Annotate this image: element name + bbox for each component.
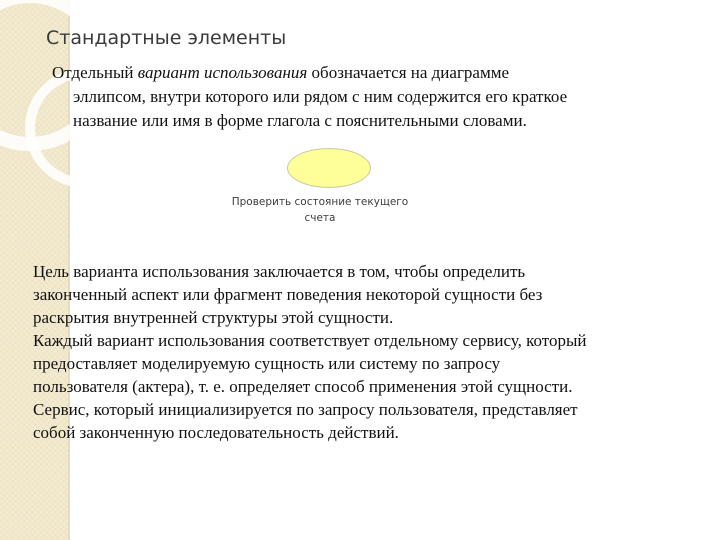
intro-suffix: обозначается на диаграмме bbox=[307, 63, 510, 82]
intro-line-2: эллипсом, внутри которого или рядом с ним содержится его краткое bbox=[73, 87, 568, 106]
intro-line-3: название или имя в форме глагола с пояснительными словами. bbox=[73, 111, 527, 130]
body-line: собой законченную последовательность действий. bbox=[33, 423, 399, 442]
body-line: законченный аспект или фрагмент поведения некоторой сущности без bbox=[33, 285, 543, 304]
body-line: Цель варианта использования заключается в том, чтобы определить bbox=[33, 262, 526, 281]
usecase-label-line-2: счета bbox=[304, 212, 336, 224]
body-line: раскрытия внутренней структуры этой сущности. bbox=[33, 308, 394, 327]
usecase-label-line-1: Проверить состояние текущего bbox=[231, 196, 409, 208]
intro-term: вариант использования bbox=[137, 63, 308, 82]
body-line: Каждый вариант использования соответствует отдельному сервису, который bbox=[33, 331, 587, 350]
slide-title: Стандартные элементы bbox=[46, 27, 287, 49]
body-line: предоставляет моделируемую сущность или систему по запросу bbox=[33, 354, 501, 373]
intro-prefix: Отдельный bbox=[52, 63, 138, 82]
usecase-label bbox=[208, 194, 432, 226]
body-line: Сервис, который инициализируется по запросу пользователя, представляет bbox=[33, 400, 578, 419]
usecase-ellipse bbox=[287, 148, 371, 188]
body-line: пользователя (актера), т. е. определяет способ применения этой сущности. bbox=[33, 377, 573, 396]
intro-paragraph bbox=[52, 61, 652, 133]
intro-line-1 bbox=[52, 61, 652, 85]
body-paragraph bbox=[33, 260, 703, 444]
